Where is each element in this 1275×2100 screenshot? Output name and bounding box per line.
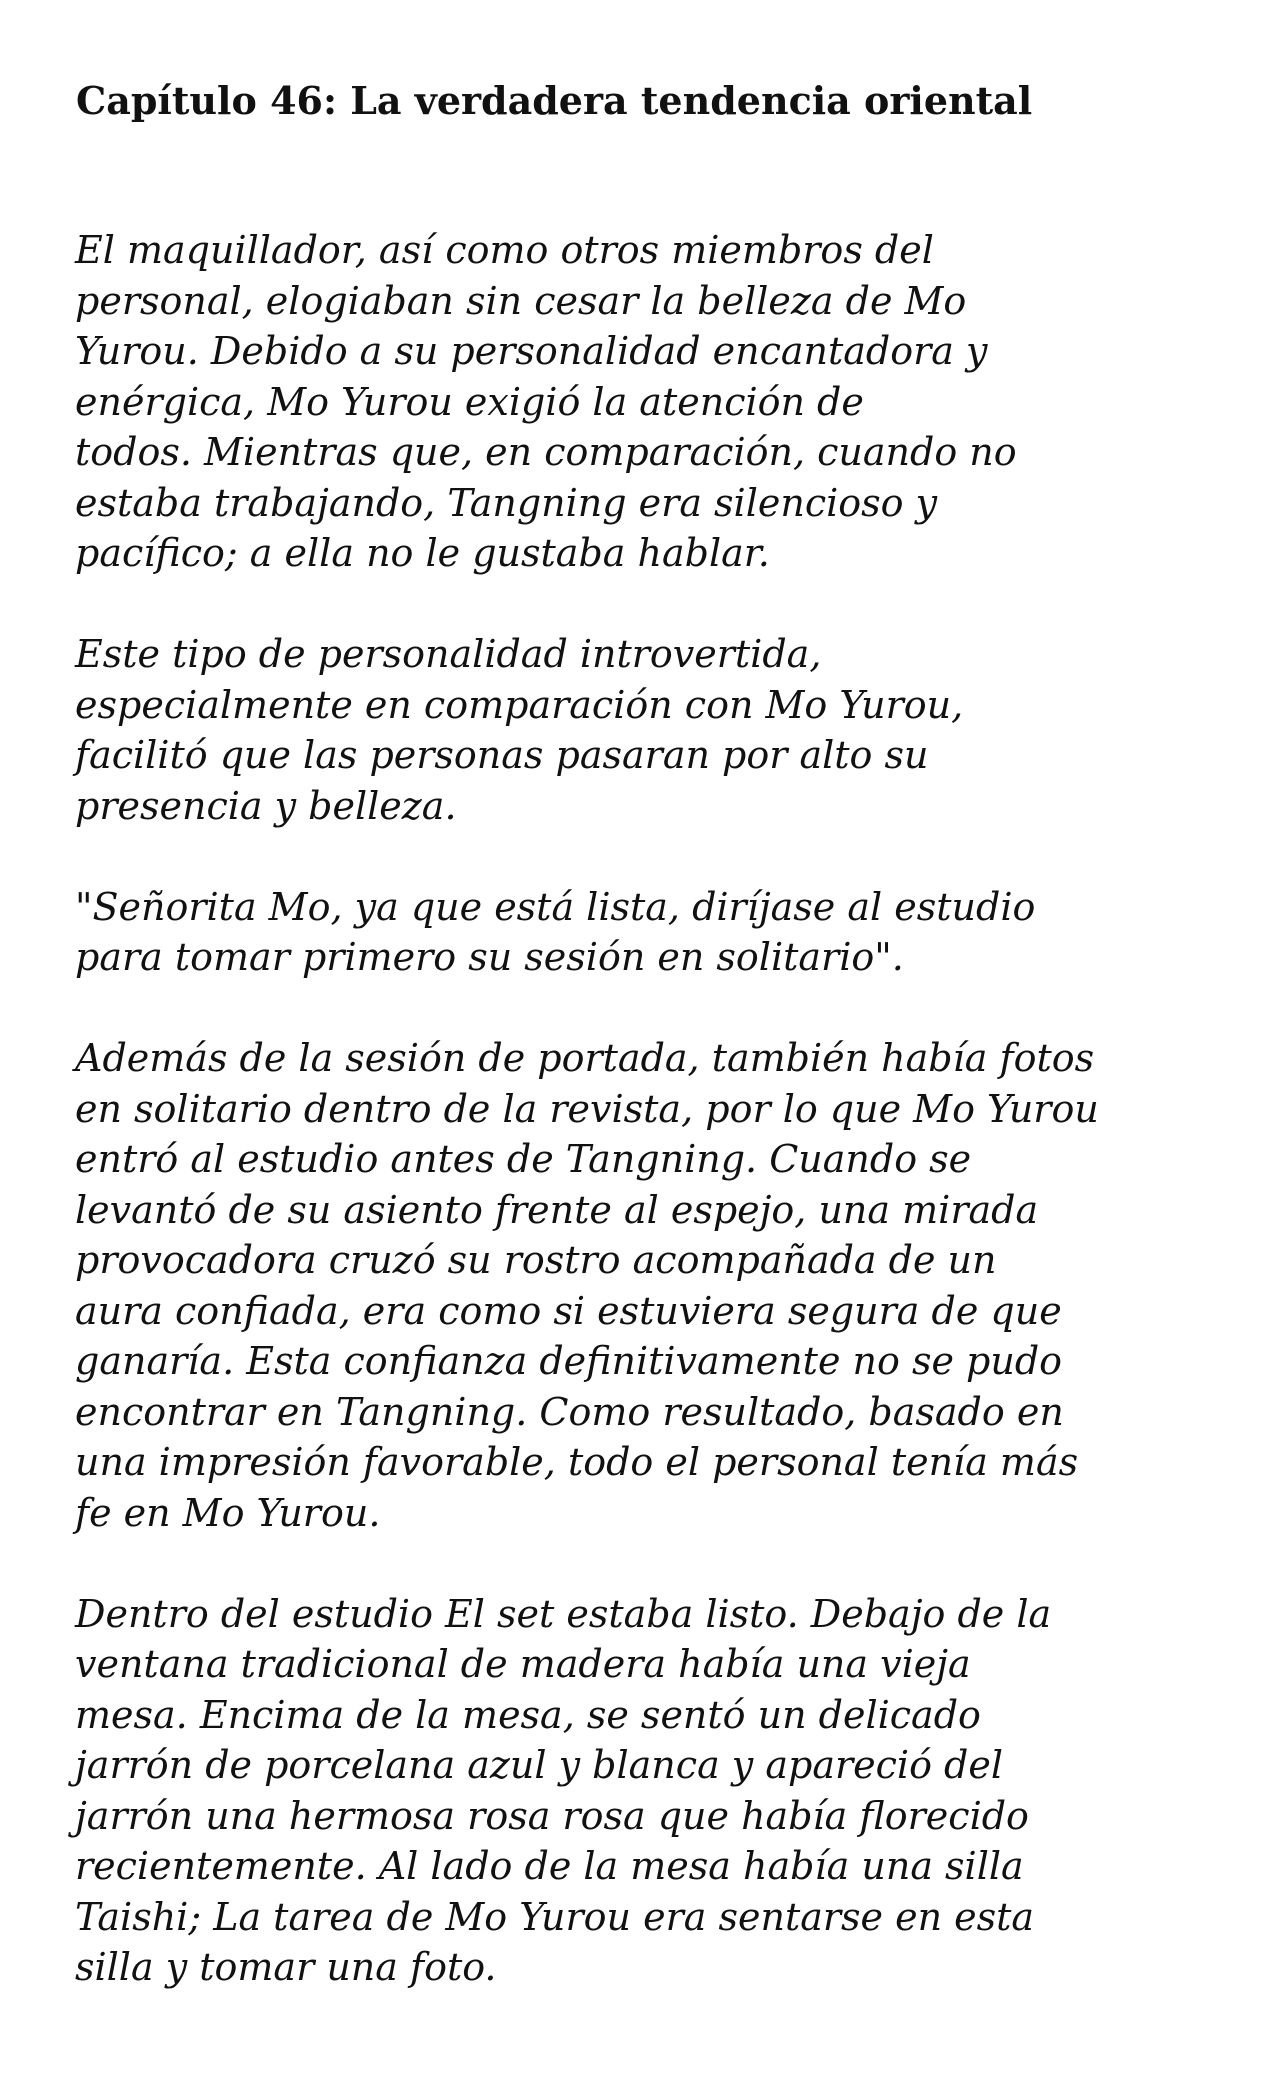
paragraph-2: Este tipo de personalidad introvertida, especialmente en comparación con Mo Yurou, facilitó que las personas pasaran por alto su presencia y belleza. — [75, 632, 964, 828]
paragraph-3: "Señorita Mo, ya que está lista, diríjase al estudio para tomar primero su sesión en solitario". — [75, 884, 1036, 979]
chapter-body — [75, 225, 1215, 2043]
chapter-title: Capítulo 46: La verdadera tendencia oriental — [76, 78, 1033, 123]
paragraph-1: El maquillador, así como otros miembros del personal, elogiaban sin cesar la belleza de Mo Yurou. Debido a su personalidad encantadora y enérgica, Mo Yurou exigió la atención de todos. Mientras que, en comparación, cuando no estaba trabajando, Tangning era silencioso y pacífico; a ella no le gustaba hablar. — [75, 228, 1017, 575]
paragraph-5: Dentro del estudio El set estaba listo. Debajo de la ventana tradicional de madera había una vieja mesa. Encima de la mesa, se sentó un delicado jarrón de porcelana azul y blanca y apareció del jarrón una hermosa rosa rosa que había florecido recientemente. Al lado de la mesa había una silla Taishi; La tarea de Mo Yurou era sentarse en esta silla y tomar una foto. — [75, 1591, 1052, 1989]
paragraph-4: Además de la sesión de portada, también había fotos en solitario dentro de la revista, por lo que Mo Yurou entró al estudio antes de Tangning. Cuando se levantó de su asiento frente al espejo, una mirada provocadora cruzó su rostro acompañada de un aura confiada, era como si estuviera segura de que ganaría. Esta confianza definitivamente no se pudo encontrar en Tangning. Como resultado, basado en una impresión favorable, todo el personal tenía más fe en Mo Yurou. — [75, 1036, 1099, 1535]
